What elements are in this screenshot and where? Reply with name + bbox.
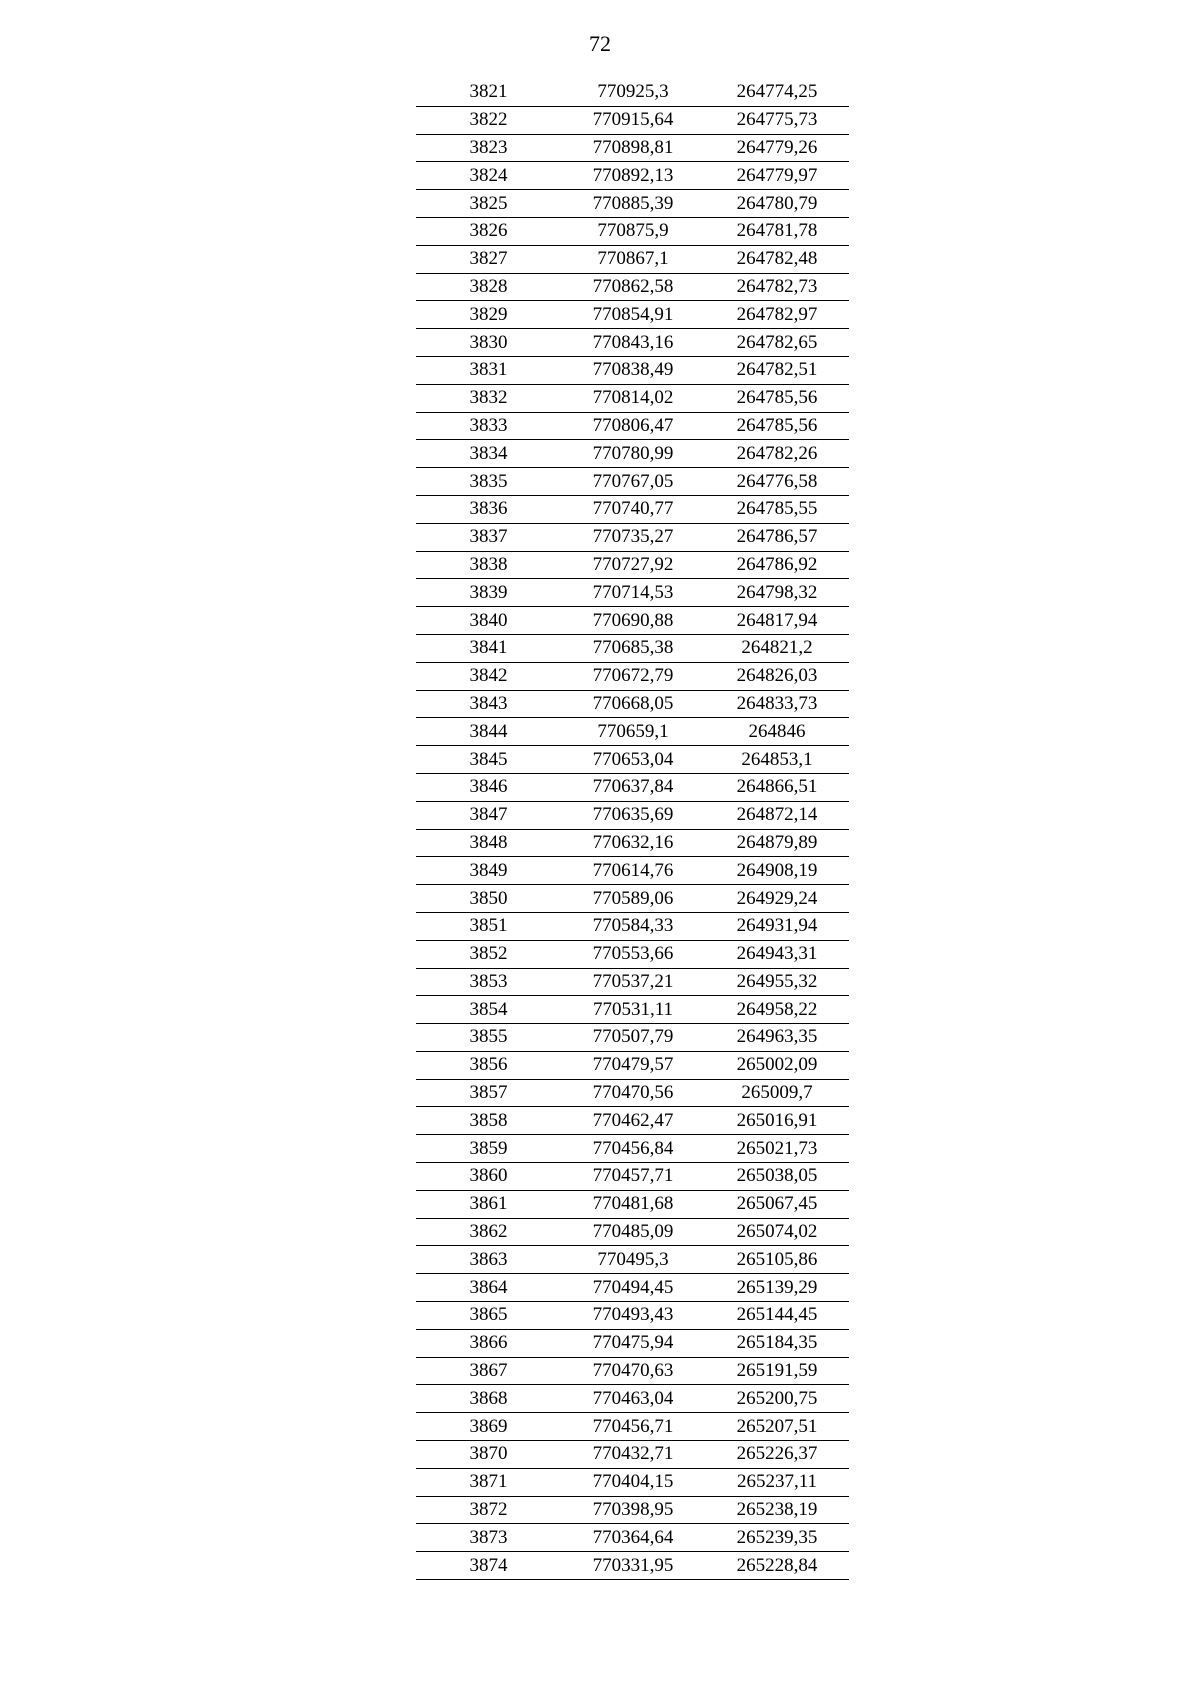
- y-coordinate-cell: 264931,94: [705, 912, 849, 940]
- point-number-cell: 3837: [416, 523, 561, 551]
- table-row: [416, 940, 849, 968]
- point-number-cell: 3848: [416, 829, 561, 857]
- table-row: [416, 1552, 849, 1580]
- point-number-cell: 3825: [416, 190, 561, 218]
- table-row: [416, 468, 849, 496]
- table-row: [416, 912, 849, 940]
- point-number-cell: 3828: [416, 273, 561, 301]
- point-number-cell: 3874: [416, 1552, 561, 1580]
- x-coordinate-cell: 770714,53: [561, 579, 705, 607]
- table-row: [416, 551, 849, 579]
- point-number-cell: 3836: [416, 495, 561, 523]
- x-coordinate-cell: 770364,64: [561, 1524, 705, 1552]
- x-coordinate-cell: 770553,66: [561, 940, 705, 968]
- x-coordinate-cell: 770470,56: [561, 1079, 705, 1107]
- table-row: [416, 1024, 849, 1052]
- point-number-cell: 3862: [416, 1218, 561, 1246]
- table-row: [416, 885, 849, 913]
- table-row: [416, 968, 849, 996]
- y-coordinate-cell: 265237,11: [705, 1468, 849, 1496]
- y-coordinate-cell: 265238,19: [705, 1496, 849, 1524]
- y-coordinate-cell: 265184,35: [705, 1329, 849, 1357]
- point-number-cell: 3868: [416, 1385, 561, 1413]
- y-coordinate-cell: 264943,31: [705, 940, 849, 968]
- y-coordinate-cell: 265228,84: [705, 1552, 849, 1580]
- x-coordinate-cell: 770925,3: [561, 79, 705, 106]
- table-row: [416, 356, 849, 384]
- point-number-cell: 3823: [416, 134, 561, 162]
- point-number-cell: 3866: [416, 1329, 561, 1357]
- point-number-cell: 3856: [416, 1051, 561, 1079]
- table-row: [416, 412, 849, 440]
- table-row: [416, 718, 849, 746]
- x-coordinate-cell: 770494,45: [561, 1274, 705, 1302]
- y-coordinate-cell: 264833,73: [705, 690, 849, 718]
- table-row: [416, 440, 849, 468]
- coordinates-table-body: [416, 79, 849, 1580]
- y-coordinate-cell: 264775,73: [705, 106, 849, 134]
- table-row: [416, 1329, 849, 1357]
- point-number-cell: 3839: [416, 579, 561, 607]
- y-coordinate-cell: 265016,91: [705, 1107, 849, 1135]
- table-row: [416, 190, 849, 218]
- point-number-cell: 3833: [416, 412, 561, 440]
- point-number-cell: 3871: [416, 1468, 561, 1496]
- point-number-cell: 3835: [416, 468, 561, 496]
- point-number-cell: 3827: [416, 245, 561, 273]
- point-number-cell: 3840: [416, 607, 561, 635]
- x-coordinate-cell: 770740,77: [561, 495, 705, 523]
- table-row: [416, 1496, 849, 1524]
- y-coordinate-cell: 265239,35: [705, 1524, 849, 1552]
- y-coordinate-cell: 264782,48: [705, 245, 849, 273]
- table-row: [416, 245, 849, 273]
- table-row: [416, 1135, 849, 1163]
- point-number-cell: 3860: [416, 1163, 561, 1191]
- table-row: [416, 773, 849, 801]
- table-row: [416, 1218, 849, 1246]
- point-number-cell: 3831: [416, 356, 561, 384]
- y-coordinate-cell: 265226,37: [705, 1441, 849, 1469]
- x-coordinate-cell: 770457,71: [561, 1163, 705, 1191]
- y-coordinate-cell: 264782,97: [705, 301, 849, 329]
- x-coordinate-cell: 770814,02: [561, 384, 705, 412]
- y-coordinate-cell: 264779,97: [705, 162, 849, 190]
- table-row: [416, 1357, 849, 1385]
- point-number-cell: 3854: [416, 996, 561, 1024]
- y-coordinate-cell: 264872,14: [705, 801, 849, 829]
- point-number-cell: 3842: [416, 662, 561, 690]
- table-row: [416, 495, 849, 523]
- x-coordinate-cell: 770463,04: [561, 1385, 705, 1413]
- x-coordinate-cell: 770479,57: [561, 1051, 705, 1079]
- point-number-cell: 3847: [416, 801, 561, 829]
- point-number-cell: 3832: [416, 384, 561, 412]
- point-number-cell: 3849: [416, 857, 561, 885]
- y-coordinate-cell: 264780,79: [705, 190, 849, 218]
- x-coordinate-cell: 770854,91: [561, 301, 705, 329]
- table-row: [416, 857, 849, 885]
- table-row: [416, 1302, 849, 1330]
- x-coordinate-cell: 770735,27: [561, 523, 705, 551]
- table-row: [416, 1051, 849, 1079]
- table-row: [416, 746, 849, 774]
- x-coordinate-cell: 770470,63: [561, 1357, 705, 1385]
- table-row: [416, 1441, 849, 1469]
- y-coordinate-cell: 264776,58: [705, 468, 849, 496]
- point-number-cell: 3852: [416, 940, 561, 968]
- x-coordinate-cell: 770875,9: [561, 217, 705, 245]
- table-row: [416, 690, 849, 718]
- table-row: [416, 273, 849, 301]
- x-coordinate-cell: 770404,15: [561, 1468, 705, 1496]
- y-coordinate-cell: 264826,03: [705, 662, 849, 690]
- point-number-cell: 3830: [416, 329, 561, 357]
- point-number-cell: 3859: [416, 1135, 561, 1163]
- x-coordinate-cell: 770398,95: [561, 1496, 705, 1524]
- table-row: [416, 801, 849, 829]
- x-coordinate-cell: 770589,06: [561, 885, 705, 913]
- x-coordinate-cell: 770862,58: [561, 273, 705, 301]
- table-row: [416, 1107, 849, 1135]
- x-coordinate-cell: 770727,92: [561, 551, 705, 579]
- point-number-cell: 3872: [416, 1496, 561, 1524]
- x-coordinate-cell: 770672,79: [561, 662, 705, 690]
- point-number-cell: 3857: [416, 1079, 561, 1107]
- x-coordinate-cell: 770531,11: [561, 996, 705, 1024]
- point-number-cell: 3821: [416, 79, 561, 106]
- table-row: [416, 1468, 849, 1496]
- table-row: [416, 329, 849, 357]
- y-coordinate-cell: 265074,02: [705, 1218, 849, 1246]
- x-coordinate-cell: 770806,47: [561, 412, 705, 440]
- y-coordinate-cell: 265009,7: [705, 1079, 849, 1107]
- x-coordinate-cell: 770507,79: [561, 1024, 705, 1052]
- table-row: [416, 301, 849, 329]
- y-coordinate-cell: 264785,56: [705, 412, 849, 440]
- x-coordinate-cell: 770915,64: [561, 106, 705, 134]
- x-coordinate-cell: 770614,76: [561, 857, 705, 885]
- point-number-cell: 3861: [416, 1190, 561, 1218]
- x-coordinate-cell: 770475,94: [561, 1329, 705, 1357]
- x-coordinate-cell: 770898,81: [561, 134, 705, 162]
- table-row: [416, 1190, 849, 1218]
- point-number-cell: 3846: [416, 773, 561, 801]
- table-row: [416, 134, 849, 162]
- point-number-cell: 3853: [416, 968, 561, 996]
- table-row: [416, 1274, 849, 1302]
- y-coordinate-cell: 264963,35: [705, 1024, 849, 1052]
- y-coordinate-cell: 264821,2: [705, 634, 849, 662]
- table-row: [416, 1385, 849, 1413]
- table-row: [416, 106, 849, 134]
- y-coordinate-cell: 265191,59: [705, 1357, 849, 1385]
- table-row: [416, 1079, 849, 1107]
- x-coordinate-cell: 770767,05: [561, 468, 705, 496]
- y-coordinate-cell: 265105,86: [705, 1246, 849, 1274]
- y-coordinate-cell: 264782,73: [705, 273, 849, 301]
- x-coordinate-cell: 770584,33: [561, 912, 705, 940]
- y-coordinate-cell: 264782,65: [705, 329, 849, 357]
- point-number-cell: 3838: [416, 551, 561, 579]
- point-number-cell: 3855: [416, 1024, 561, 1052]
- y-coordinate-cell: 264853,1: [705, 746, 849, 774]
- table-row: [416, 162, 849, 190]
- point-number-cell: 3865: [416, 1302, 561, 1330]
- point-number-cell: 3824: [416, 162, 561, 190]
- y-coordinate-cell: 264774,25: [705, 79, 849, 106]
- point-number-cell: 3869: [416, 1413, 561, 1441]
- table-row: [416, 1163, 849, 1191]
- x-coordinate-cell: 770495,3: [561, 1246, 705, 1274]
- y-coordinate-cell: 265144,45: [705, 1302, 849, 1330]
- y-coordinate-cell: 265038,05: [705, 1163, 849, 1191]
- x-coordinate-cell: 770780,99: [561, 440, 705, 468]
- point-number-cell: 3864: [416, 1274, 561, 1302]
- page-number: 72: [589, 31, 611, 56]
- point-number-cell: 3843: [416, 690, 561, 718]
- y-coordinate-cell: 264908,19: [705, 857, 849, 885]
- y-coordinate-cell: 264782,51: [705, 356, 849, 384]
- y-coordinate-cell: 264779,26: [705, 134, 849, 162]
- x-coordinate-cell: 770653,04: [561, 746, 705, 774]
- y-coordinate-cell: 265002,09: [705, 1051, 849, 1079]
- y-coordinate-cell: 264786,57: [705, 523, 849, 551]
- x-coordinate-cell: 770456,71: [561, 1413, 705, 1441]
- x-coordinate-cell: 770885,39: [561, 190, 705, 218]
- x-coordinate-cell: 770481,68: [561, 1190, 705, 1218]
- table-row: [416, 662, 849, 690]
- x-coordinate-cell: 770838,49: [561, 356, 705, 384]
- y-coordinate-cell: 265139,29: [705, 1274, 849, 1302]
- point-number-cell: 3834: [416, 440, 561, 468]
- x-coordinate-cell: 770843,16: [561, 329, 705, 357]
- point-number-cell: 3822: [416, 106, 561, 134]
- y-coordinate-cell: 264929,24: [705, 885, 849, 913]
- y-coordinate-cell: 264958,22: [705, 996, 849, 1024]
- point-number-cell: 3873: [416, 1524, 561, 1552]
- point-number-cell: 3870: [416, 1441, 561, 1469]
- y-coordinate-cell: 264866,51: [705, 773, 849, 801]
- y-coordinate-cell: 264798,32: [705, 579, 849, 607]
- table-row: [416, 607, 849, 635]
- x-coordinate-cell: 770493,43: [561, 1302, 705, 1330]
- table-row: [416, 829, 849, 857]
- y-coordinate-cell: 264785,55: [705, 495, 849, 523]
- table-row: [416, 1524, 849, 1552]
- y-coordinate-cell: 264782,26: [705, 440, 849, 468]
- x-coordinate-cell: 770537,21: [561, 968, 705, 996]
- y-coordinate-cell: 264846: [705, 718, 849, 746]
- point-number-cell: 3826: [416, 217, 561, 245]
- x-coordinate-cell: 770690,88: [561, 607, 705, 635]
- y-coordinate-cell: 264955,32: [705, 968, 849, 996]
- x-coordinate-cell: 770668,05: [561, 690, 705, 718]
- point-number-cell: 3841: [416, 634, 561, 662]
- x-coordinate-cell: 770331,95: [561, 1552, 705, 1580]
- table-row: [416, 996, 849, 1024]
- point-number-cell: 3844: [416, 718, 561, 746]
- point-number-cell: 3829: [416, 301, 561, 329]
- x-coordinate-cell: 770685,38: [561, 634, 705, 662]
- x-coordinate-cell: 770632,16: [561, 829, 705, 857]
- x-coordinate-cell: 770485,09: [561, 1218, 705, 1246]
- y-coordinate-cell: 265207,51: [705, 1413, 849, 1441]
- point-number-cell: 3851: [416, 912, 561, 940]
- x-coordinate-cell: 770867,1: [561, 245, 705, 273]
- x-coordinate-cell: 770635,69: [561, 801, 705, 829]
- table-row: [416, 634, 849, 662]
- coordinates-table: [416, 79, 849, 1580]
- x-coordinate-cell: 770637,84: [561, 773, 705, 801]
- table-row: [416, 384, 849, 412]
- x-coordinate-cell: 770659,1: [561, 718, 705, 746]
- x-coordinate-cell: 770432,71: [561, 1441, 705, 1469]
- x-coordinate-cell: 770892,13: [561, 162, 705, 190]
- x-coordinate-cell: 770456,84: [561, 1135, 705, 1163]
- point-number-cell: 3867: [416, 1357, 561, 1385]
- point-number-cell: 3863: [416, 1246, 561, 1274]
- x-coordinate-cell: 770462,47: [561, 1107, 705, 1135]
- y-coordinate-cell: 264879,89: [705, 829, 849, 857]
- y-coordinate-cell: 265021,73: [705, 1135, 849, 1163]
- table-row: [416, 217, 849, 245]
- y-coordinate-cell: 265200,75: [705, 1385, 849, 1413]
- y-coordinate-cell: 264786,92: [705, 551, 849, 579]
- table-row: [416, 79, 849, 106]
- point-number-cell: 3858: [416, 1107, 561, 1135]
- point-number-cell: 3850: [416, 885, 561, 913]
- table-row: [416, 1413, 849, 1441]
- y-coordinate-cell: 264781,78: [705, 217, 849, 245]
- table-row: [416, 579, 849, 607]
- table-row: [416, 1246, 849, 1274]
- y-coordinate-cell: 265067,45: [705, 1190, 849, 1218]
- y-coordinate-cell: 264817,94: [705, 607, 849, 635]
- table-row: [416, 523, 849, 551]
- point-number-cell: 3845: [416, 746, 561, 774]
- y-coordinate-cell: 264785,56: [705, 384, 849, 412]
